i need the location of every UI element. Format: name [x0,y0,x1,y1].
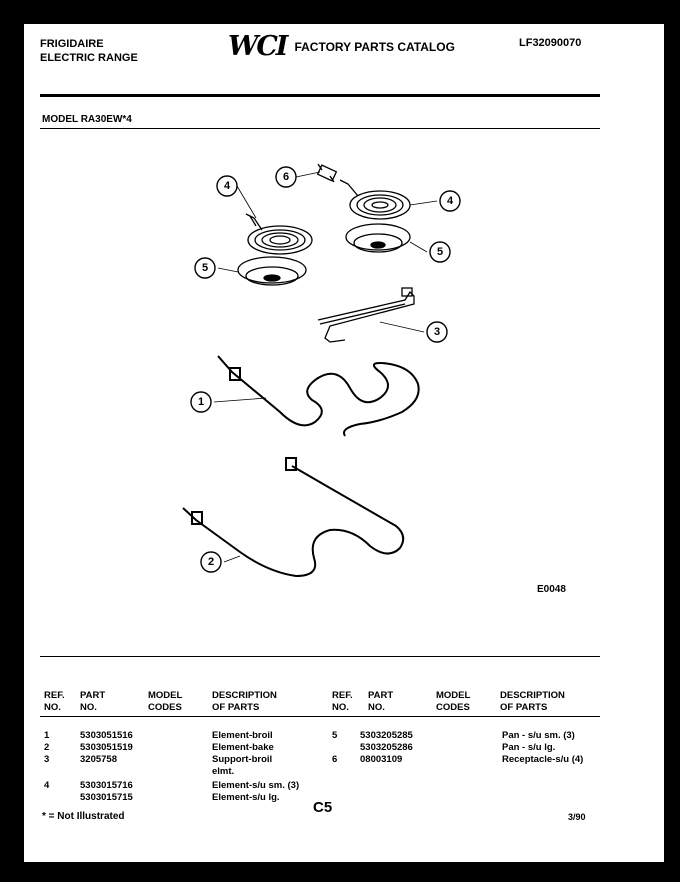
table-cell: Element-bake [212,742,274,753]
callout-4-right: 4 [446,195,454,207]
surface-element-small [246,214,312,254]
ref-header-left: REF. NO. [44,690,65,713]
table-cell: Pan - s/u lg. [502,742,556,753]
broil-support [318,288,414,342]
surface-element-large [340,180,410,219]
header-divider [40,716,600,717]
table-cell: Element-s/u sm. (3) [212,780,300,791]
callout-2: 2 [207,556,215,568]
callout-4-left: 4 [223,180,231,192]
part-header-left: PART NO. [80,690,106,713]
catalog-date: 3/90 [568,812,586,822]
callout-1: 1 [197,396,205,408]
not-illustrated-note: * = Not Illustrated [42,811,125,822]
table-cell: 5303205286 [360,742,413,753]
callout-3: 3 [433,326,441,338]
table-cell: 6 [332,754,338,765]
table-cell: 3205758 [80,754,117,765]
catalog-code: LF32090070 [519,37,582,49]
table-cell: Pan - s/u sm. (3) [502,730,575,741]
model-header-right: MODEL CODES [436,690,471,713]
table-cell: 08003109 [360,754,403,765]
callout-5-right: 5 [436,246,444,258]
callout-6: 6 [282,171,290,183]
table-cell: Element-broil [212,730,273,741]
diagram-code: E0048 [537,584,566,595]
model-number: MODEL RA30EW*4 [42,114,132,125]
wci-logo: WCI [228,31,287,62]
receptacle [318,164,337,182]
callout-5-left: 5 [201,262,209,274]
table-cell: Receptacle-s/u (4) [502,754,584,765]
model-header-left: MODEL CODES [148,690,183,713]
desc-header-right: DESCRIPTION OF PARTS [500,690,565,713]
table-cell: 5303015715 [80,792,133,803]
table-cell: 5 [332,730,338,741]
drip-pan-large [346,224,410,252]
table-cell: 3 [44,754,50,765]
catalog-title: FACTORY PARTS CATALOG [294,39,455,54]
broil-element [218,356,419,436]
table-cell: 5303015716 [80,780,133,791]
table-cell: Element-s/u lg. [212,792,280,803]
part-header-right: PART NO. [368,690,394,713]
product-type: ELECTRIC RANGE [40,52,138,64]
table-cell: 5303051519 [80,742,133,753]
table-cell: 5303205285 [360,730,413,741]
table-cell: 2 [44,742,50,753]
drip-pan-small [238,257,306,285]
table-cell: Support-broil [212,754,273,765]
table-cell: 1 [44,730,50,741]
page-number: C5 [313,799,333,816]
table-cell: 5303051516 [80,730,133,741]
table-top-rule [40,656,600,657]
table-cell: elmt. [212,766,235,777]
brand-name: FRIGIDAIRE [40,38,104,50]
ref-header-right: REF. NO. [332,690,353,713]
desc-header-left: DESCRIPTION OF PARTS [212,690,277,713]
table-cell: 4 [44,780,50,791]
